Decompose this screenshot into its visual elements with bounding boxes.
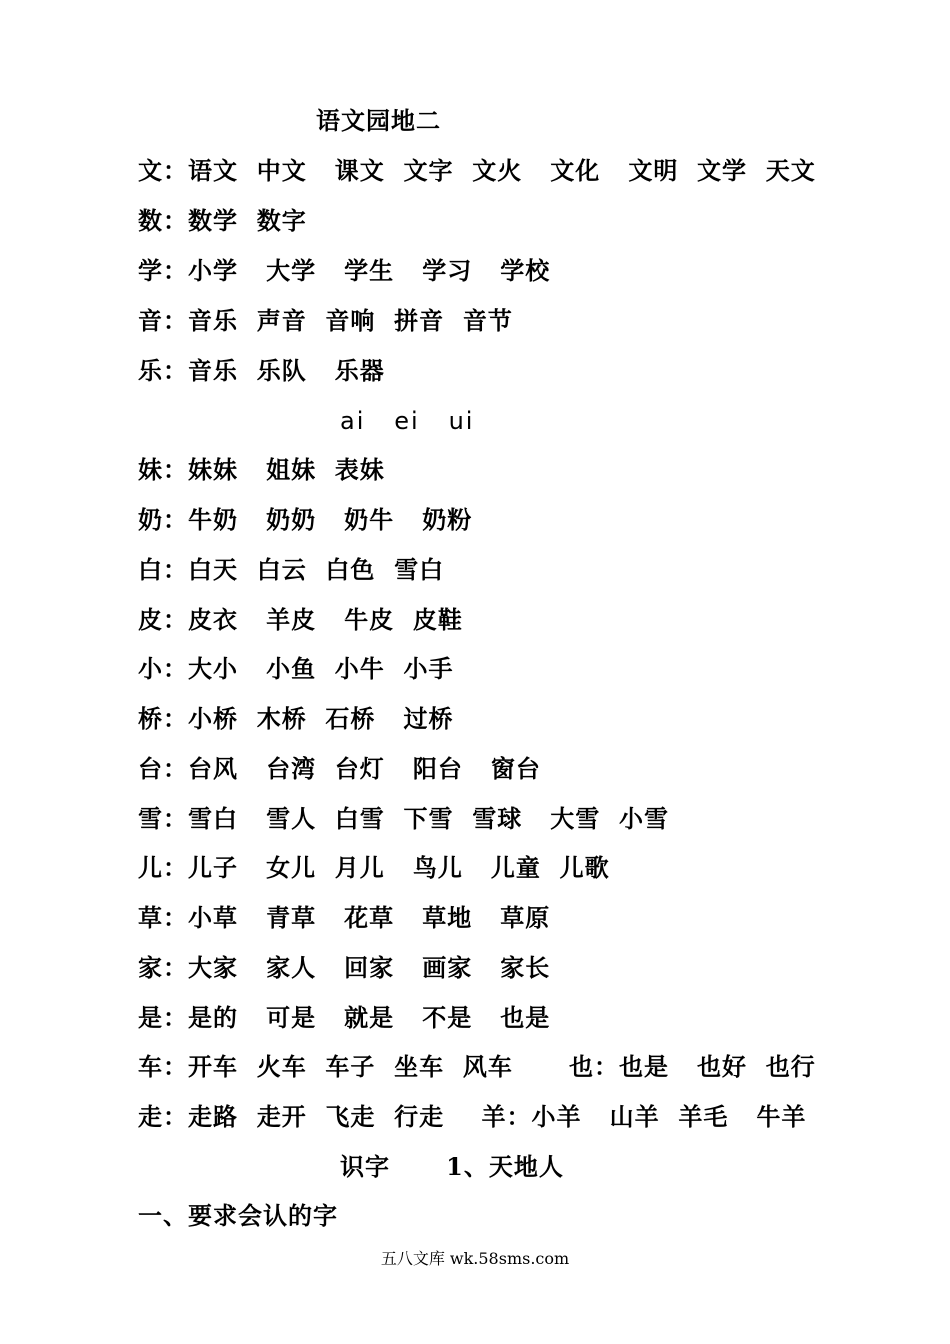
word-line: 妹：妹妹 姐妹 表妹	[138, 455, 385, 484]
word-line: 皮：皮衣 羊皮 牛皮 皮鞋	[138, 605, 463, 634]
section-subheading: 一、要求会认的字	[138, 1201, 338, 1230]
page-title: 语文园地二	[316, 106, 441, 135]
word-line: 文：语文 中文 课文 文字 文火 文化 文明 文学 天文	[138, 156, 816, 185]
word-line: 乐：音乐 乐队 乐器	[138, 356, 385, 385]
word-line: 桥：小桥 木桥 石桥 过桥	[138, 704, 454, 733]
footer-watermark: 五八文库 wk.58sms.com	[380, 1249, 570, 1268]
word-line: 台：台风 台湾 台灯 阳台 窗台	[138, 754, 541, 783]
word-line: 走：走路 走开 飞走 行走 羊：小羊 山羊 羊毛 牛羊	[138, 1102, 807, 1131]
word-line: 白：白天 白云 白色 雪白	[138, 555, 445, 584]
word-line: 儿：儿子 女儿 月儿 鸟儿 儿童 儿歌	[138, 853, 610, 882]
word-line: 音：音乐 声音 音响 拼音 音节	[138, 306, 513, 335]
word-line: 草：小草 青草 花草 草地 草原	[138, 903, 551, 932]
word-line: 雪：雪白 雪人 白雪 下雪 雪球 大雪 小雪	[138, 804, 669, 833]
word-line: 是：是的 可是 就是 不是 也是	[138, 1003, 551, 1032]
word-line: 学：小学 大学 学生 学习 学校	[138, 256, 551, 285]
lesson-heading: 识字 1、天地人	[340, 1152, 564, 1181]
word-line: 奶：牛奶 奶奶 奶牛 奶粉	[138, 505, 473, 534]
word-line: 数：数学 数字	[138, 206, 307, 235]
word-line: 家：大家 家人 回家 画家 家长	[138, 953, 551, 982]
pinyin-heading: ai ei ui	[340, 407, 475, 435]
word-line: 车：开车 火车 车子 坐车 风车 也：也是 也好 也行	[138, 1052, 816, 1081]
word-line: 小：大小 小鱼 小牛 小手	[138, 654, 454, 683]
